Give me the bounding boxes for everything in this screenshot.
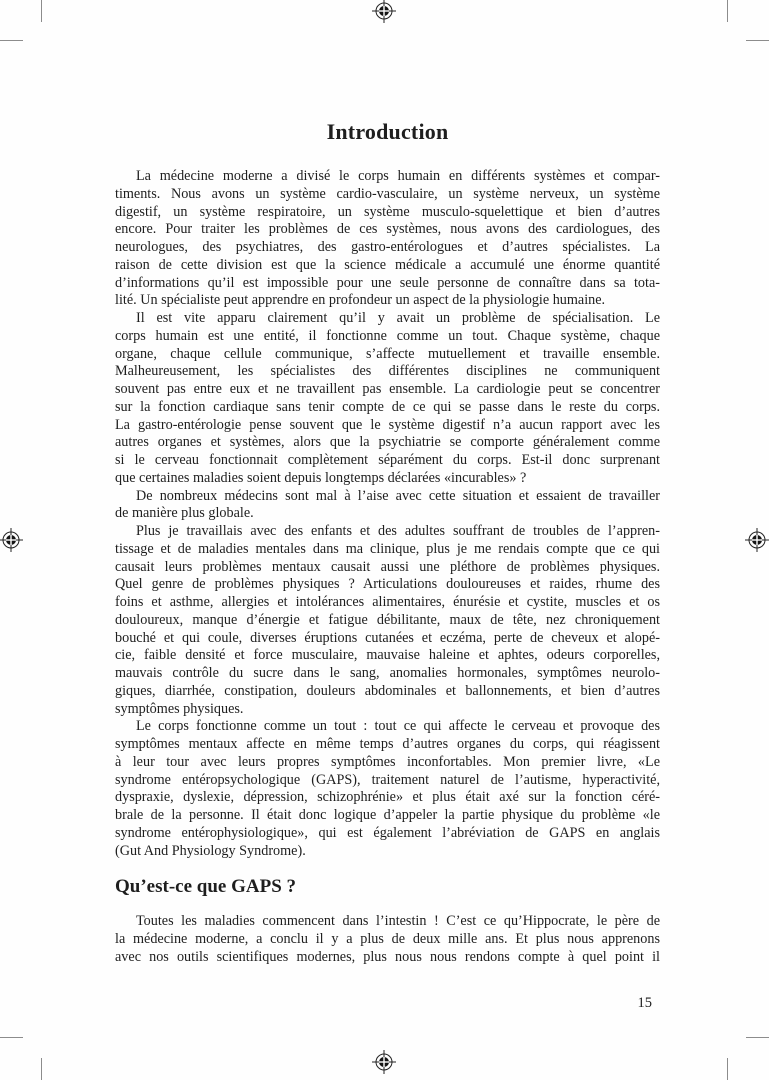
text-line: Il est vite apparu clairement qu’il y avait un problème de spécialisation. Le bbox=[136, 310, 660, 326]
crop-mark bbox=[746, 40, 769, 41]
text-line: que certaines maladies soient depuis longtemps déclarées «incurables» ? bbox=[115, 469, 527, 486]
text-line: digestif, un système respiratoire, un système musculo-squelettique et bien d’autres bbox=[115, 203, 660, 220]
text-line: encore. Pour traiter les problèmes de ces systèmes, nous avons des cardiologues, des bbox=[115, 221, 660, 238]
text-line: De nombreux médecins sont mal à l’aise avec cette situation et essaient de travailler bbox=[136, 487, 660, 504]
text-line: corps humain est une entité, il fonctionne comme un tout. Chaque système, chaque bbox=[115, 327, 660, 344]
text-line: Plus je travaillais avec des enfants et des adultes souffrant de troubles de l’appren- bbox=[136, 523, 660, 539]
crop-mark bbox=[0, 1037, 23, 1038]
text-line: symptômes physiques. bbox=[115, 700, 244, 717]
text-line: souvent pas entre eux et ne travaillent pas ensemble. La cardiologie peut se concentrer bbox=[115, 381, 660, 397]
text-line: timents. Nous avons un système cardio-vasculaire, un système nerveux, un système bbox=[115, 185, 660, 202]
page-number: 15 bbox=[637, 995, 652, 1011]
text-line: La médecine moderne a divisé le corps humain en différents systèmes et compar- bbox=[136, 168, 660, 184]
crop-mark bbox=[41, 0, 42, 22]
text-line: raison de cette division est que la science médicale a accumulé une énorme quantité bbox=[115, 256, 660, 273]
text-line: d’informations qu’il est impossible pour une seule personne de connaître dans sa tota- bbox=[115, 274, 660, 291]
text-line: syndrome entéropsychologique (GAPS), traitement naturel de l’autisme, hyperactivité, bbox=[115, 771, 660, 788]
text-line: Malheureusement, les spécialistes des différentes disciplines ne communiquent bbox=[115, 363, 660, 380]
text-line: mauvais contrôle du sucre dans le sang, anomalies hormonales, symptômes neurolo- bbox=[115, 665, 660, 681]
registration-mark-icon bbox=[0, 528, 23, 552]
paragraph bbox=[115, 310, 660, 488]
text-line: Toutes les maladies commencent dans l’intestin ! C’est ce qu’Hippocrate, le père de bbox=[136, 913, 660, 930]
paragraph bbox=[115, 488, 660, 524]
text-line: syndrome entérophysiologique», qui est également l’abréviation de GAPS en anglais bbox=[115, 824, 660, 841]
text-line: avec nos outils scientifiques modernes, plus nous nous rendons compte à quel point il bbox=[115, 948, 660, 965]
text-flow bbox=[115, 168, 660, 967]
text-line: autres organes et systèmes, alors que la psychiatrie se comporte généralement comme bbox=[115, 434, 660, 451]
registration-mark-icon bbox=[745, 528, 769, 552]
text-line: causait leurs problèmes mentaux causait aussi une pléthore de problèmes physiques. bbox=[115, 558, 660, 575]
text-line: la médecine moderne, a conclu il y a plus de deux mille ans. Et plus nous apprenons bbox=[115, 931, 660, 947]
text-line: bouché et qui coule, diverses éruptions cutanées et eczéma, perte de cheveux et alopé- bbox=[115, 629, 660, 646]
text-line: organe, chaque cellule communique, s’affecte mutuellement et travaille ensemble. bbox=[115, 345, 660, 362]
text-line: brale de la personne. Il était donc logique d’appeler la partie physique du problème «le bbox=[115, 807, 660, 823]
chapter-title: Introduction bbox=[326, 119, 449, 144]
crop-mark bbox=[727, 1058, 728, 1080]
crop-mark bbox=[41, 1058, 42, 1080]
crop-mark bbox=[0, 40, 23, 41]
paragraph bbox=[115, 523, 660, 718]
paragraph bbox=[115, 168, 660, 310]
text-line: lité. Un spécialiste peut apprendre en profondeur un aspect de la physiologie humaine. bbox=[115, 292, 606, 309]
text-line: foins et asthme, allergies et intolérances alimentaires, énurésie et cystite, muscles et os bbox=[115, 594, 660, 610]
text-line: à leur tour avec leurs propres symptômes inconfortables. Mon premier livre, «Le bbox=[115, 753, 660, 770]
text-line: douloureux, manque d’énergie et fatigue débilitante, maux de tête, nez chroniquement bbox=[115, 611, 660, 628]
text-line: giques, diarrhée, constipation, douleurs abdominales et ballonnements, et bien d’autres bbox=[115, 682, 660, 699]
text-line: si le cerveau fonctionnait complètement séparément du corps. Est-il donc surprenant bbox=[115, 452, 660, 468]
registration-mark-icon bbox=[372, 1050, 396, 1074]
text-line: tissage et de maladies mentales dans ma clinique, plus je me rendais compte que ce qui bbox=[115, 540, 660, 557]
text-line: symptômes mentaux affecte en même temps d’autres organes du corps, qui réagissent bbox=[115, 736, 660, 752]
section-heading: Qu’est-ce que GAPS ? bbox=[115, 876, 297, 898]
paragraph bbox=[115, 913, 660, 966]
registration-mark-icon bbox=[372, 0, 396, 23]
text-line: Le corps fonctionne comme un tout : tout ce qui affecte le cerveau et provoque des bbox=[136, 718, 660, 735]
crop-mark bbox=[727, 0, 728, 22]
text-line: dyspraxie, dyslexie, dépression, schizophrénie» et plus était axé sur la fonction céré- bbox=[115, 789, 660, 806]
text-line: La gastro-entérologie pense souvent que le système digestif n’a aucun rapport avec les bbox=[115, 416, 660, 433]
text-line: cie, faible densité et force musculaire, mauvaise haleine et aphtes, odeurs corporelles, bbox=[115, 647, 660, 664]
page-content bbox=[115, 118, 660, 967]
text-line: sur la fonction cardiaque sans tenir compte de ce qui se passe dans le reste du corps. bbox=[115, 398, 660, 415]
paragraph bbox=[115, 718, 660, 860]
text-line: (Gut And Physiology Syndrome). bbox=[115, 842, 306, 859]
crop-mark bbox=[746, 1037, 769, 1038]
text-line: Quel genre de problèmes physiques ? Articulations douloureuses et raides, rhume des bbox=[115, 576, 660, 593]
text-line: de manière plus globale. bbox=[115, 505, 254, 522]
text-line: neurologues, des psychiatres, des gastro-entérologues et d’autres spécialistes. La bbox=[115, 239, 660, 255]
